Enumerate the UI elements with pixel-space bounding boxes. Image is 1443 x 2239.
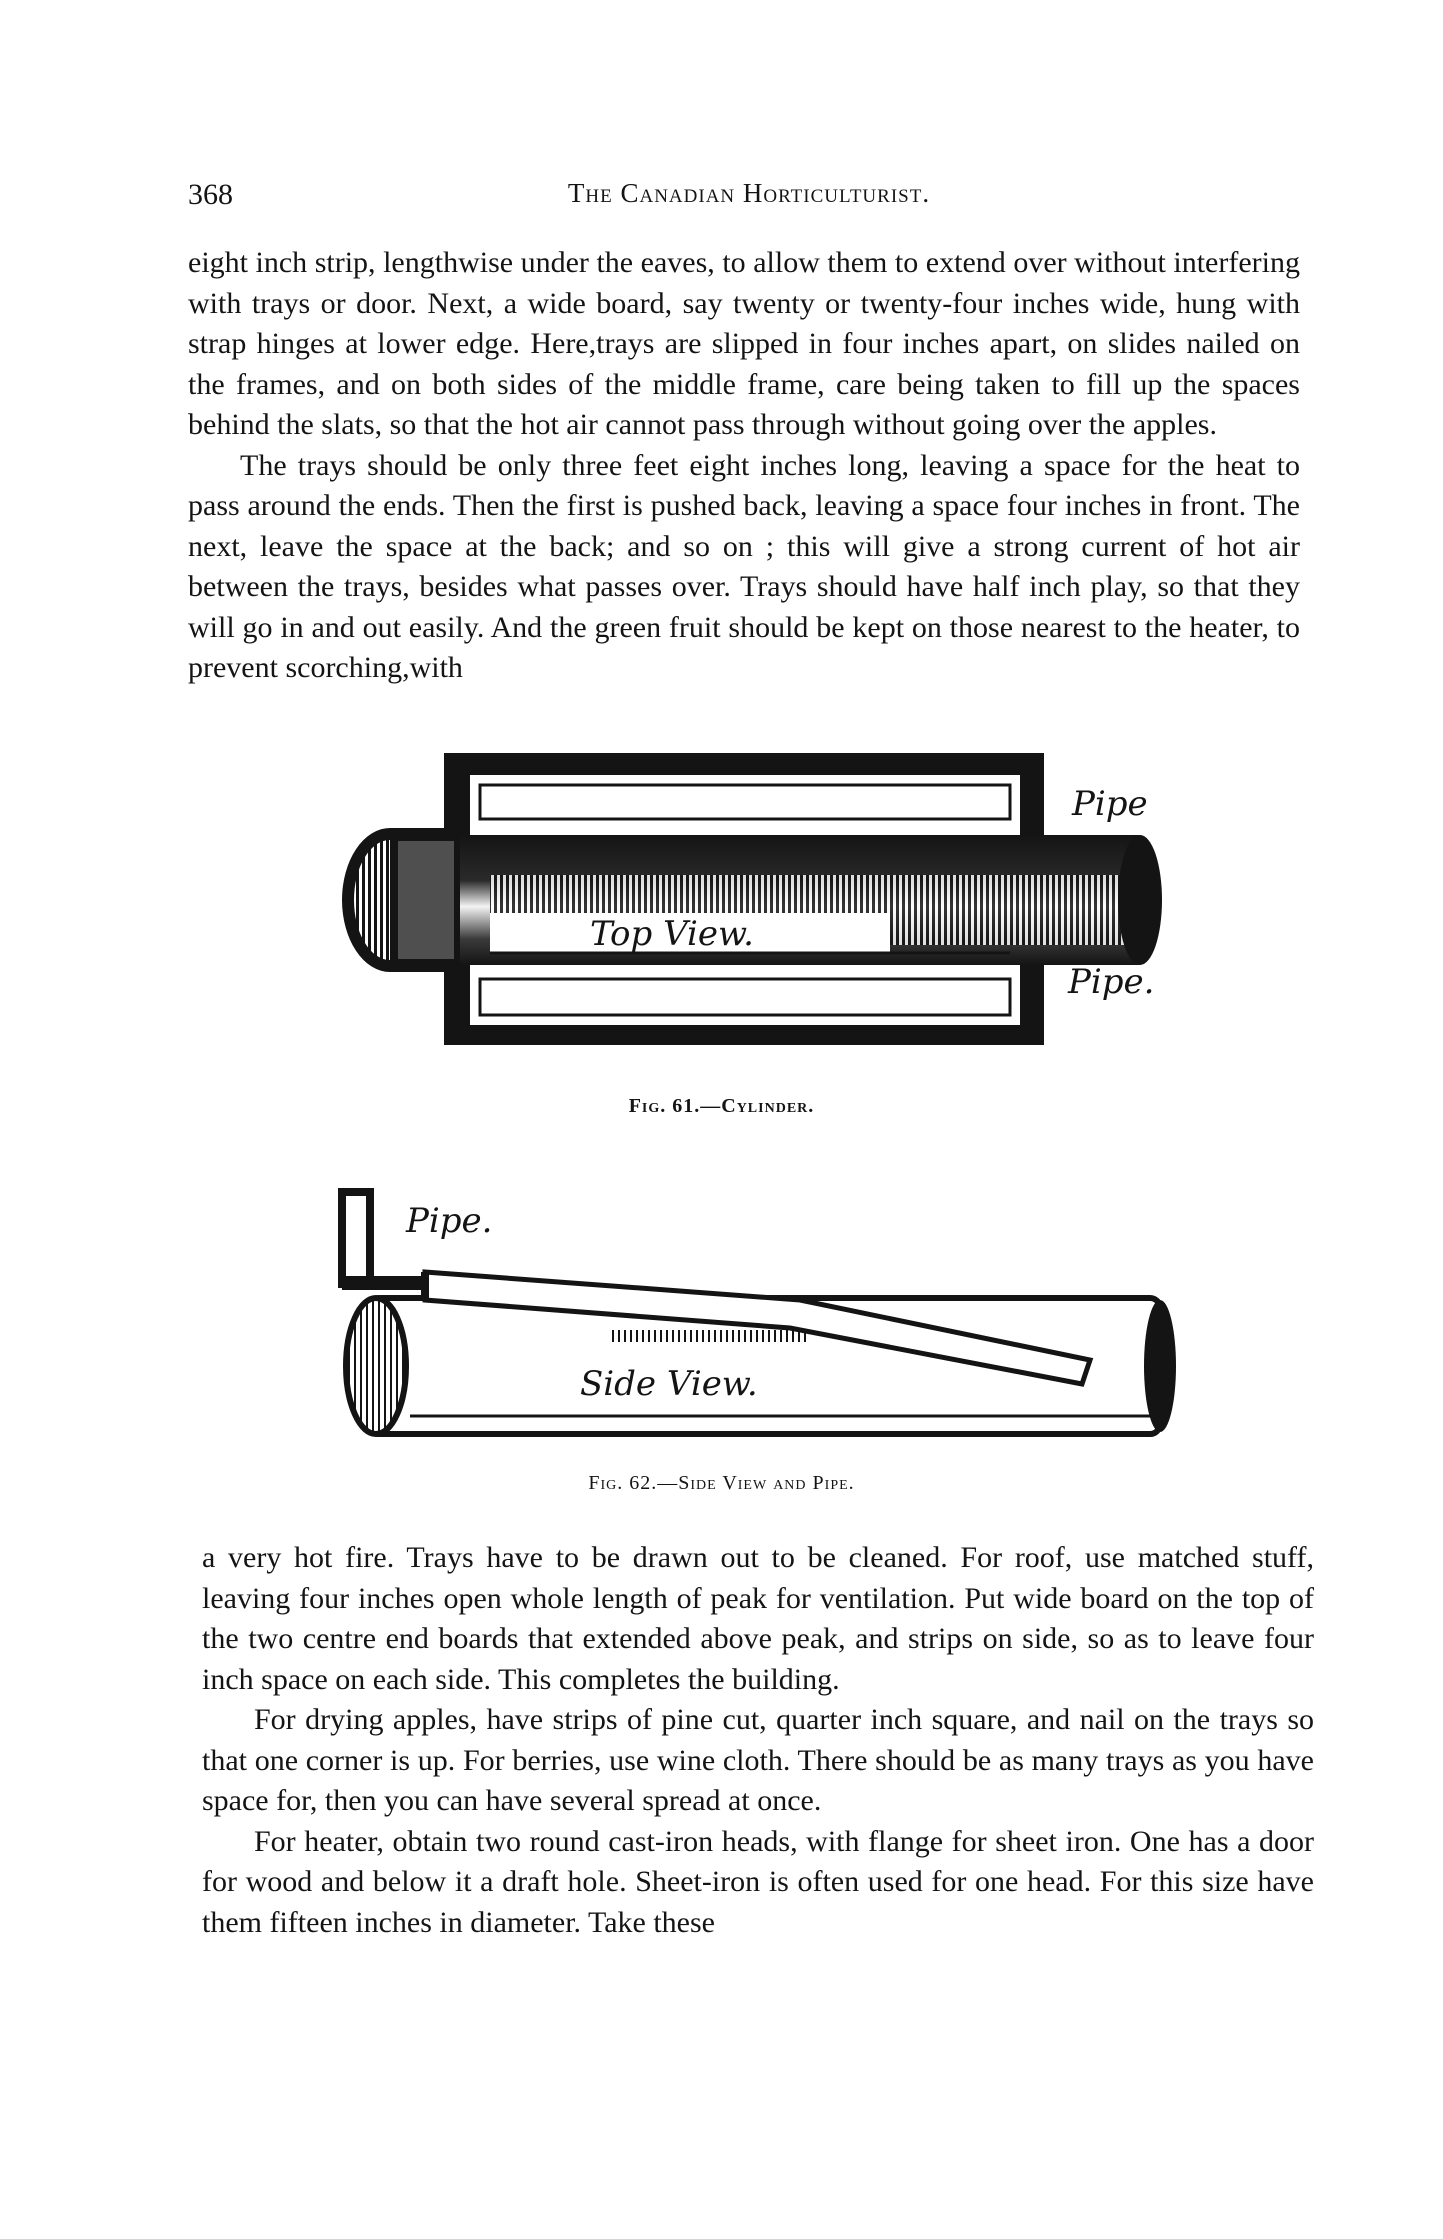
body-text-bottom (202, 1538, 1314, 1943)
figure-caption: Fig. 62.—Side View and Pipe. (588, 1472, 855, 1494)
body-text-top (188, 243, 1300, 689)
running-title: The Canadian Horticulturist. (567, 178, 931, 208)
paragraph: eight inch strip, lengthwise under the eaves, to allow them to extend over without interfering with trays or door. Next, a wide board, say twenty or twenty-four inches wide, hung with strap hinges at lower edge. Here,trays are slipped in four inches apart, on slides nailed on the frames, and on both sides of the middle frame, care being taken to fill up the spaces behind the slats, so that the hot air cannot pass through without going over the apples. (188, 246, 1300, 441)
side-view-label: Side View. (580, 1364, 758, 1404)
pipe-label-bottom: Pipe. (1068, 962, 1155, 1002)
vertical-pipe (342, 1192, 370, 1284)
side-view-pipe-figure (330, 1180, 1210, 1450)
page-number: 368 (188, 178, 233, 211)
figure-caption: Fig. 61.—Cylinder. (628, 1095, 815, 1117)
cylinder-top-view-figure (320, 745, 1220, 1075)
paragraph: For drying apples, have strips of pine cut, quarter inch square, and nail on the trays so that one corner is up. For berries, use wine cloth. There should be as many trays as you have space for, then you can have several spread at once. (202, 1703, 1314, 1817)
pipe-label-top: Pipe (1072, 784, 1148, 824)
paragraph: For heater, obtain two round cast-iron heads, with flange for sheet iron. One has a door for wood and below it a draft hole. Sheet-iron is often used for one head. For this size have them fifteen inches in diameter. Take these (202, 1824, 1314, 1939)
pipe-label: Pipe. (406, 1201, 493, 1241)
page-header (188, 178, 1310, 218)
top-view-label: Top View. (590, 914, 754, 954)
paragraph: The trays should be only three feet eight inches long, leaving a space for the heat to pass around the ends. Then the first is pushed back, leaving a space four inches in front. The next, leave the space at the back; and so on ; this will give a strong current of hot air between the trays, besides what passes over. Trays should have half inch play, so that they will go in and out easily. And the green fruit should be kept on those nearest to the heater, to prevent scorching,with (188, 448, 1300, 684)
paragraph: a very hot fire. Trays have to be drawn out to be cleaned. For roof, use matched stuff, leaving four inches open whole length of peak for ventilation. Put wide board on the top of the two centre end boards that extended above peak, and strips on side, so as to leave four inch space on each side. This completes the building. (202, 1541, 1314, 1696)
